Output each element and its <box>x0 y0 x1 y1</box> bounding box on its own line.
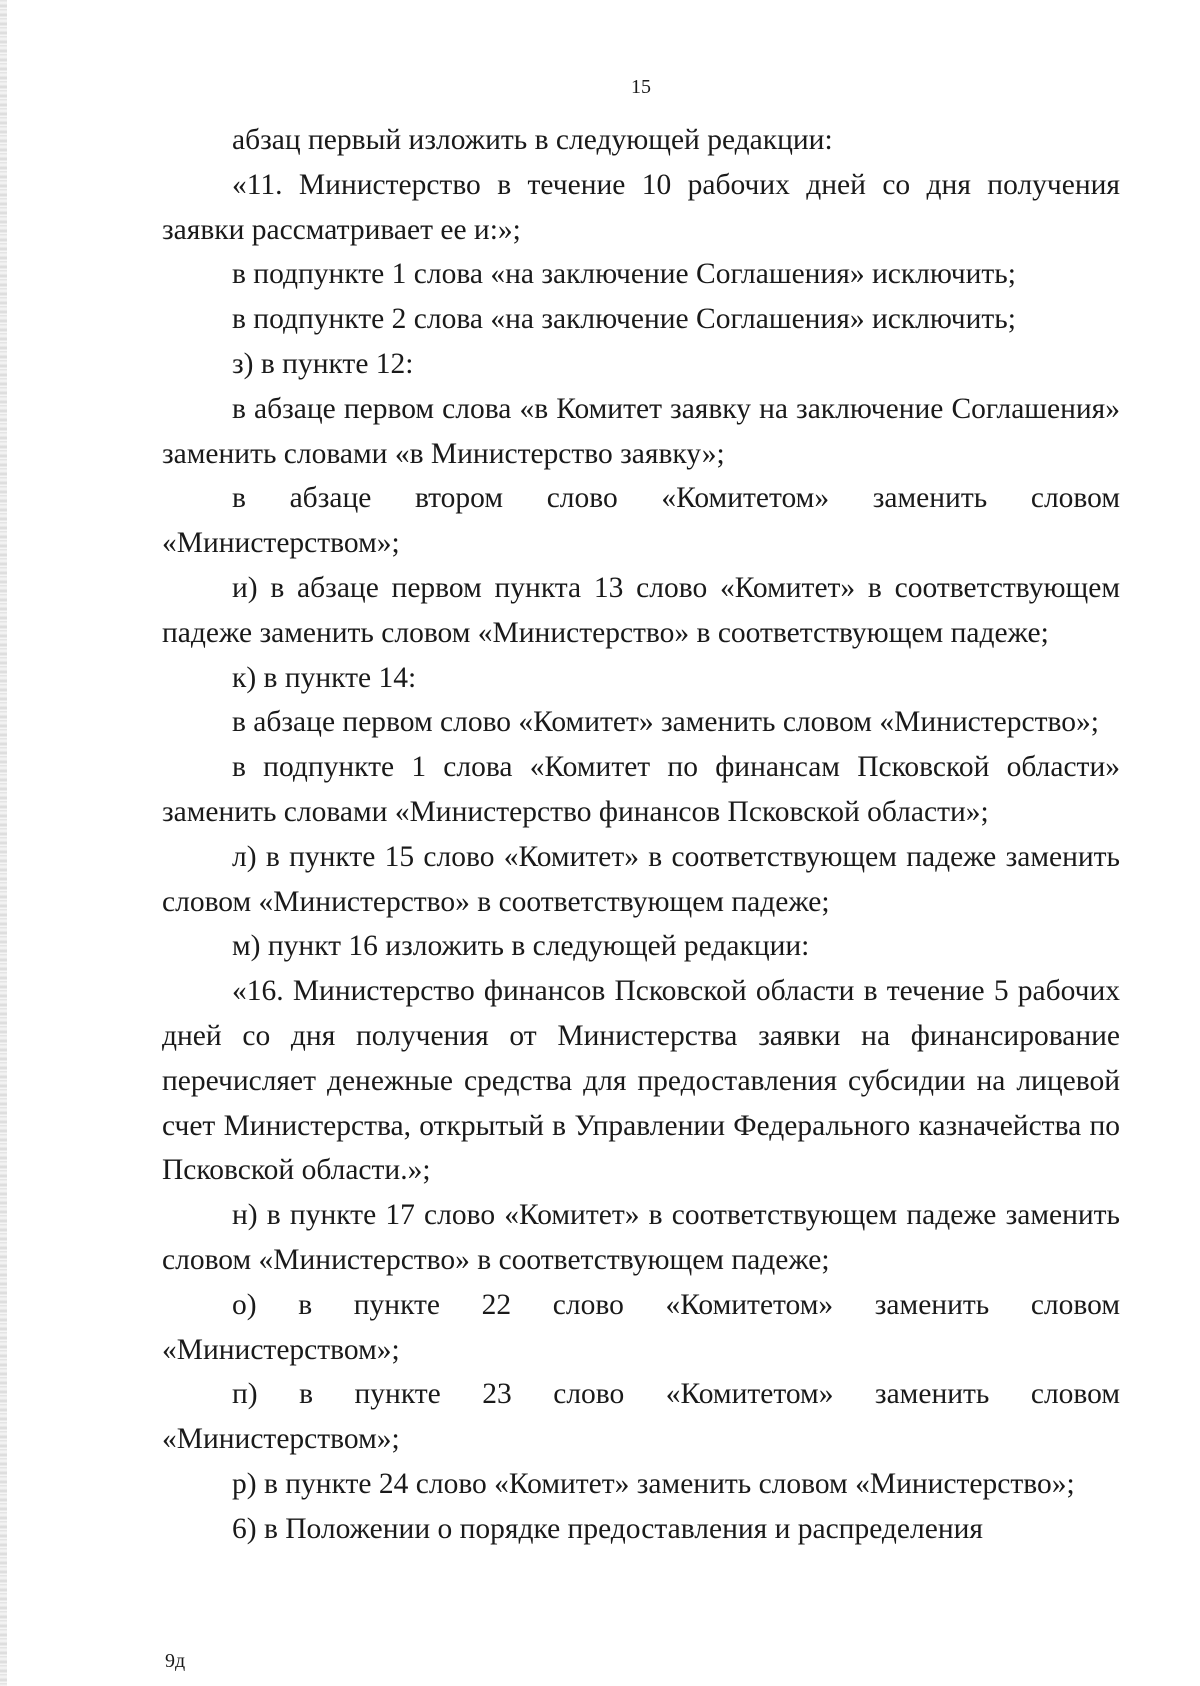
paragraph: абзац первый изложить в следующей редакции: <box>232 124 833 156</box>
document-body <box>162 118 1120 1552</box>
paragraph: м) пункт 16 изложить в следующей редакции: <box>232 930 810 963</box>
paragraph: з) в пункте 12: <box>232 347 414 380</box>
footer-code: 9д <box>165 1650 186 1672</box>
paragraph: в абзаце втором слово «Комитетом» заменить словом «Министерством»; <box>162 482 1120 560</box>
page-number: 15 <box>631 76 651 98</box>
paragraph: и) в абзаце первом пункта 13 слово «Комитет» в соответствующем падеже заменить словом «Министерство» в соответствующем падеже; <box>162 571 1120 649</box>
paragraph: п) в пункте 23 слово «Комитетом» заменить словом «Министерством»; <box>162 1378 1120 1456</box>
paragraph: в абзаце первом слова «в Комитет заявку на заключение Соглашения» заменить словами «в Министерство заявку»; <box>162 392 1120 470</box>
paragraph: в подпункте 1 слова «Комитет по финансам Псковской области» заменить словами «Министерство финансов Псковской области»; <box>162 751 1120 828</box>
paragraph: «11. Министерство в течение 10 рабочих дней со дня получения заявки рассматривает ее и:»; <box>162 168 1120 246</box>
paragraph: р) в пункте 24 слово «Комитет» заменить словом «Министерство»; <box>232 1467 1075 1500</box>
paragraph: 6) в Положении о порядке предоставления и распределения <box>232 1512 983 1545</box>
paragraph: в подпункте 1 слова «на заключение Соглашения» исключить; <box>232 258 1016 291</box>
paragraph: в абзаце первом слово «Комитет» заменить словом «Министерство»; <box>232 706 1099 739</box>
scan-edge <box>0 0 7 1686</box>
paragraph: «16. Министерство финансов Псковской области в течение 5 рабочих дней со дня получения от Министерства заявки на финансирование перечисляет денежные средства для предоставления субсидии на лицевой счет Министерства, открытый в Управлении Федерального казначейства по Псковской области.»; <box>162 975 1120 1187</box>
paragraph: о) в пункте 22 слово «Комитетом» заменить словом «Министерством»; <box>162 1288 1120 1366</box>
paragraph: н) в пункте 17 слово «Комитет» в соответствующем падеже заменить словом «Министерство» в соответствующем падеже; <box>162 1199 1120 1276</box>
paragraph: к) в пункте 14: <box>232 661 417 694</box>
paragraph: л) в пункте 15 слово «Комитет» в соответствующем падеже заменить словом «Министерство» в соответствующем падеже; <box>162 840 1120 918</box>
paragraph: в подпункте 2 слова «на заключение Соглашения» исключить; <box>232 303 1016 336</box>
